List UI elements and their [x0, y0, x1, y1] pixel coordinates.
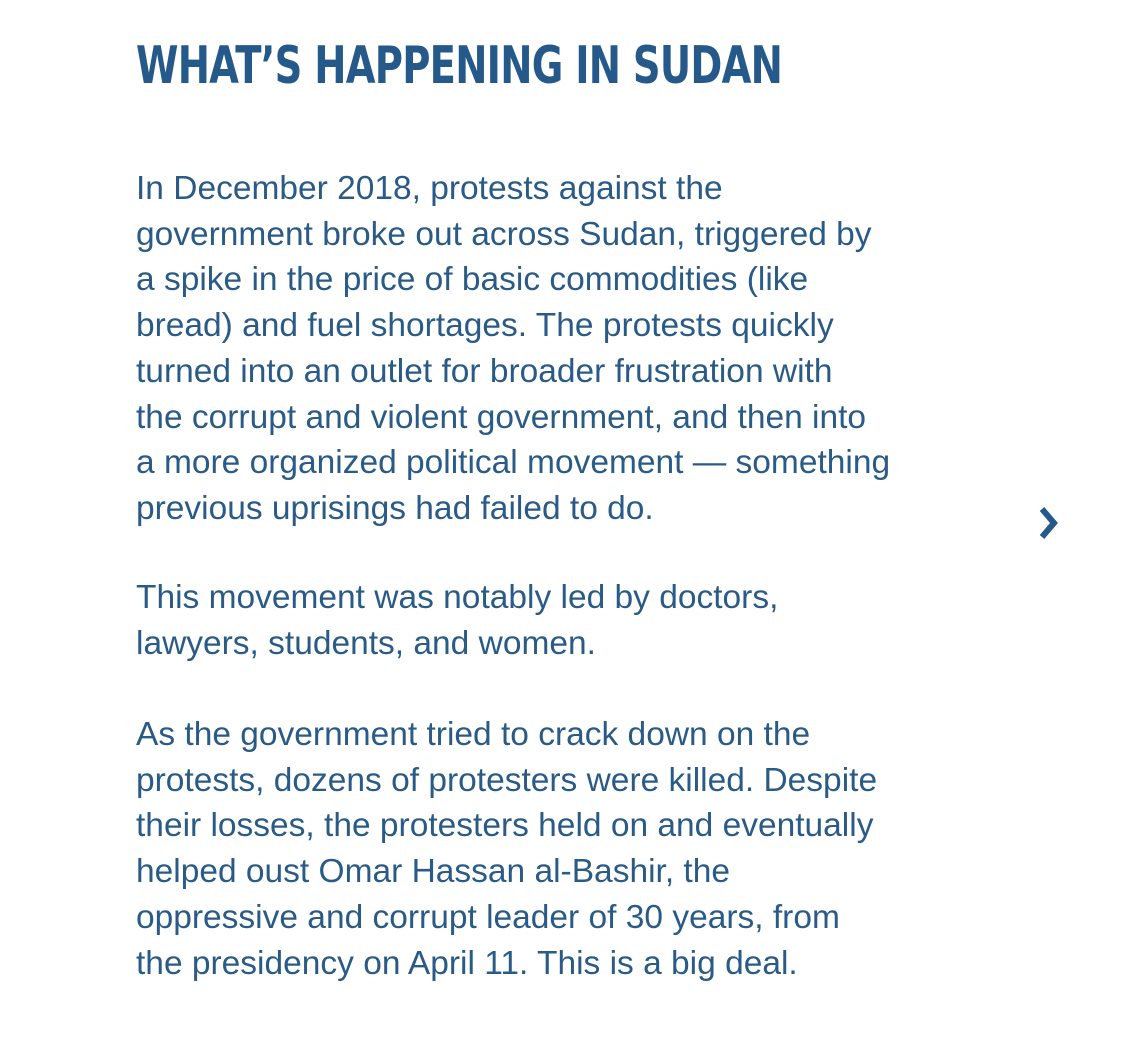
paragraph-line: protests, dozens of protesters were killed. Despite: [136, 761, 878, 799]
paragraph-movement-leaders: [136, 575, 778, 666]
paragraph-protests-origin: [136, 166, 890, 532]
paragraph-line: turned into an outlet for broader frustration with: [136, 352, 833, 390]
paragraph-line: oppressive and corrupt leader of 30 years, from: [136, 898, 840, 936]
paragraph-line: This movement was notably led by doctors,: [136, 579, 779, 616]
paragraph-line: In December 2018, protests against the: [136, 170, 723, 207]
next-slide-button[interactable]: [1040, 497, 1060, 549]
paragraph-line: a more organized political movement — something: [136, 444, 891, 482]
paragraph-line: previous uprisings had failed to do.: [136, 489, 654, 527]
paragraph-line: As the government tried to crack down on the: [136, 716, 811, 753]
paragraph-line: the corrupt and violent government, and then into: [136, 398, 867, 436]
paragraph-line: the presidency on April 11. This is a big deal.: [136, 944, 798, 982]
paragraph-line: government broke out across Sudan, triggered by: [136, 215, 872, 253]
paragraph-line: their losses, the protesters held on and eventually: [136, 807, 874, 845]
paragraph-line: a spike in the price of basic commodities (like: [136, 261, 809, 299]
paragraph-line: lawyers, students, and women.: [136, 624, 596, 662]
chevron-right-icon: [1040, 497, 1060, 549]
paragraph-line: bread) and fuel shortages. The protests quickly: [136, 307, 834, 345]
paragraph-crackdown-outcome: [136, 712, 877, 986]
page-title: WHAT’S HAPPENING IN SUDAN: [136, 36, 783, 96]
paragraph-line: helped oust Omar Hassan al-Bashir, the: [136, 853, 731, 891]
